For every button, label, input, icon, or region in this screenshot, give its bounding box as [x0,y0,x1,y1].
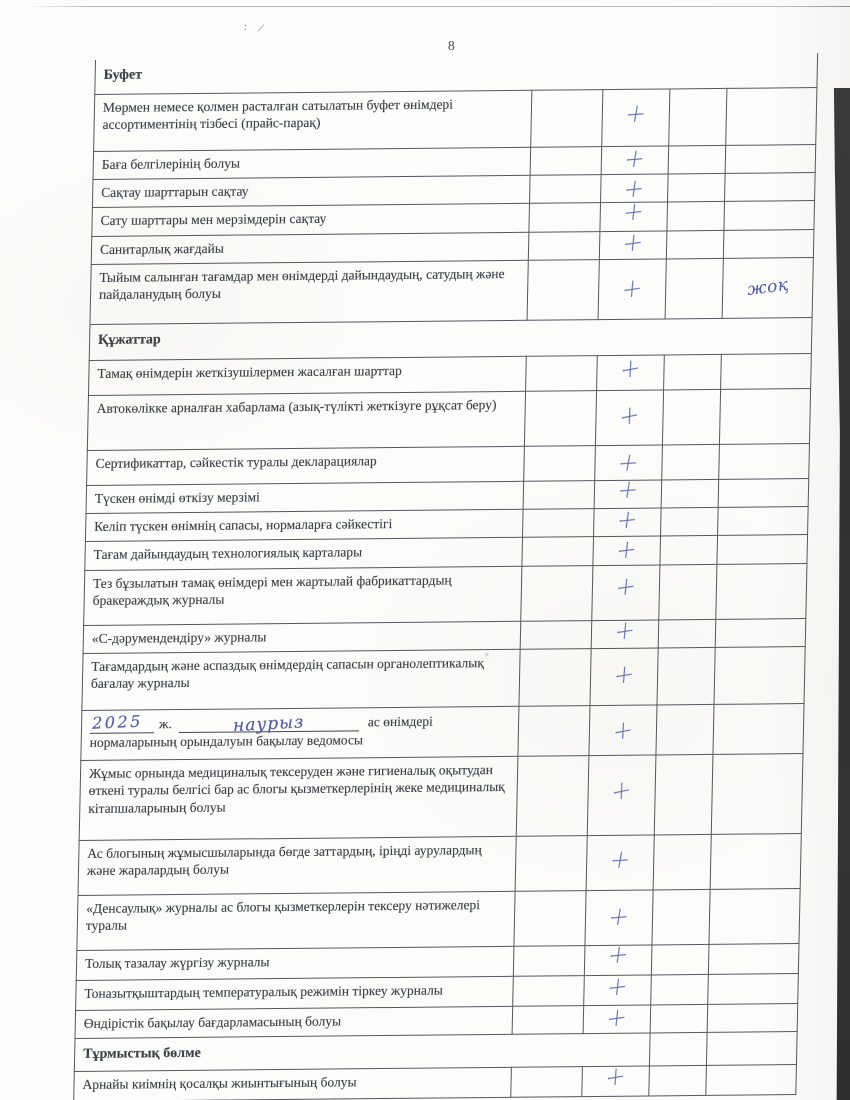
item-label-cell [92,203,530,236]
empty-cell [651,974,709,1005]
plus-mark [608,906,629,927]
fill-in-month-line [179,711,359,736]
mark-cell [593,535,661,565]
mark-cell [601,145,669,174]
item-label: Сертификаттар, сәйкестік туралы декларациялар [95,452,377,471]
plus-mark [617,509,638,530]
checklist-table-wrap [73,53,817,1100]
empty-cell [522,536,594,566]
item-label: Арнайы киімнің қосалқы жиынтығының болуы [82,1073,357,1092]
item-label-cell [84,566,522,625]
item-label: ас өнімдері нормаларының орындалуын бақылау ведомосы [89,713,434,750]
pencil-marks: : ∕ [243,20,268,36]
mark-cell [589,704,657,755]
empty-cell [664,354,722,390]
item-label-cell [93,147,531,179]
plus-mark [614,664,634,685]
item-label: Толық тазалау жүргізу журналы [84,953,270,971]
stray-x-mark: × [484,650,490,661]
empty-cell [518,705,590,756]
mark-cell [586,834,654,890]
item-label-cell [83,621,521,653]
item-label: Келіп түскен өнімнің сапасы, нормаларға сәйкестігі [94,515,393,534]
empty-cell [523,508,595,537]
section-title: Буфет [103,67,143,83]
empty-cell [662,444,720,480]
empty-cell [528,231,600,260]
item-label-cell [75,1006,513,1038]
note-cell [709,888,800,944]
empty-cell [662,389,720,445]
note-cell [715,618,806,647]
item-label-cell [87,391,525,450]
plus-mark [616,577,636,597]
plus-mark [611,780,632,802]
item-label: Тыйым салынған тағамдар мен өнімдерді дайындаудың, сатудың және пайдаланудың болуы [98,265,505,302]
item-label-cell [78,836,516,895]
table-row [90,257,813,324]
plus-mark [616,540,637,560]
empty-cell [656,704,714,755]
note-cell [717,534,808,564]
note-cell [716,563,807,619]
section-title: Тұрмыстық бөлме [83,1045,201,1062]
note-cell [707,1003,798,1032]
empty-cell [526,355,598,391]
plus-mark [622,278,642,299]
item-label: Тамақ өнімдерін жеткізушілермен жасалған шарттар [97,362,403,381]
table-row [78,833,801,895]
plus-mark [609,849,631,870]
empty-cell [521,565,593,621]
item-label-cell [79,756,518,840]
scan-dark-edge [827,88,850,1100]
mark-cell [582,1065,650,1096]
empty-cell [514,890,586,946]
item-label-cell [77,891,515,950]
mark-cell [584,974,652,1005]
item-label: Баға белгілерінің болуы [101,155,241,172]
empty-cell [668,145,726,174]
note-cell [713,703,804,754]
mark-cell [594,479,662,508]
empty-cell [661,507,719,536]
plus-mark [623,202,644,222]
table-row [87,388,810,450]
empty-cell [527,259,599,320]
item-label: Санитарлық жағдайы [99,240,225,257]
plus-mark [624,148,645,169]
item-label: Жұмыс орнында медициналық тексеруден және гигиеналық оқытудан өткені туралы белгісі бар ас блогы қызметкерлерінің жеке медициналық кітапшаларының болуы [88,761,505,816]
plus-mark [625,103,647,124]
item-label-cell [94,90,532,151]
section-title-cell [74,1032,650,1071]
empty-cell [668,173,726,202]
note-cell [726,87,817,145]
empty-cell [512,1005,584,1034]
mark-cell [601,173,669,202]
mark-cell [585,889,653,945]
plus-mark [607,976,628,996]
note-cell [719,443,810,479]
empty-cell [661,479,719,508]
item-label: Тез бұзылатын тамақ өнімдері мен жартылай фабрикаттардың бракераждық журналы [92,571,452,608]
empty-cell [669,88,727,146]
plus-mark [608,944,629,964]
empty-cell [657,647,715,705]
item-label-cell [76,976,514,1010]
note-cell [718,506,809,535]
empty-cell [529,202,601,232]
checklist-table [73,53,818,1100]
plus-mark [617,479,638,499]
empty-cell [652,889,710,945]
note-cell [711,753,803,834]
empty-cell [530,146,602,175]
empty-cell [653,834,711,890]
mark-cell [595,389,663,445]
mark-cell [595,444,663,480]
item-label: Сату шарттары мен мерзімдерін сақтау [100,210,327,228]
empty-cell [524,390,596,446]
mark-cell [602,88,670,146]
note-cell [714,646,805,704]
mark-cell [590,647,658,705]
note-cell [721,353,812,389]
fill-in-month: наурыз [232,711,305,736]
mark-cell [583,1004,651,1033]
item-label-cell [88,356,526,395]
plus-mark [619,405,640,427]
empty-cell [706,1031,797,1065]
item-label-cell [92,175,530,207]
mark-cell [584,944,652,975]
table-row [74,1064,797,1100]
empty-cell [660,535,718,565]
item-label-cell [85,537,523,570]
note-cell [706,1064,797,1095]
note-cell [718,478,809,507]
plus-mark [607,1007,627,1027]
fill-in-year-line [90,711,154,734]
note-cell [725,144,816,173]
item-label-cell [74,1067,512,1100]
table-row [79,753,803,840]
empty-cell [658,619,716,648]
empty-cell [516,755,589,836]
empty-cell [520,620,592,649]
item-label-cell [86,481,524,513]
mark-cell [598,258,666,319]
plus-mark [624,178,645,199]
item-label: Өндірістік бақылау бағдарламасының болуы [83,1012,342,1031]
item-label: Тағам дайындаудың технологиялық карталары [93,543,363,562]
mark-cell [594,507,662,536]
item-label-cell [85,509,523,541]
table-row [94,87,817,151]
plus-mark [613,720,634,741]
item-label-cell [82,649,520,710]
note-cell [708,973,799,1004]
item-label-cell [91,232,529,264]
empty-cell [519,648,591,706]
empty-cell [515,835,587,891]
empty-cell [659,564,717,620]
mark-cell [597,354,665,390]
item-label: Тағамдардың және аспаздық өнімдердің сапасын органолептикалық бағалау журналы [90,654,485,691]
item-label-cell [90,260,528,324]
item-label: Сақтау шарттарын сақтау [101,183,249,200]
note-cell [723,229,814,258]
empty-cell [511,1066,583,1097]
table-row [81,703,804,760]
plus-mark [615,620,635,641]
empty-cell [524,445,596,481]
item-label-cell [87,446,525,485]
item-label: Түскен өнімді өткізу мерзімі [94,488,261,506]
empty-cell [523,480,595,509]
scan-top-edge-line [28,6,850,7]
table-row [84,563,807,625]
empty-cell [649,1032,707,1066]
empty-cell [654,754,713,835]
empty-cell [665,258,723,319]
plus-mark [617,452,639,473]
table-row [82,646,805,710]
page-number: 8 [448,38,455,53]
mark-cell [587,754,656,835]
table-row [77,888,800,950]
note-cell [719,388,810,444]
plus-mark [620,358,641,379]
item-label: «Денсаулық» журналы ас блогы қызметкерлерін тексеру нәтижелері туралы [85,896,481,933]
note-cell [708,943,799,974]
empty-cell [513,975,585,1006]
fill-in-year-label: ж. [158,715,172,731]
plus-mark [623,232,643,252]
note-cell [725,172,816,201]
note-cell [722,257,813,318]
empty-cell [667,201,725,231]
empty-cell [530,174,602,203]
mark-cell [592,564,660,620]
item-label: Ас блогының жұмысшыларында бөгде заттардың, іріңді аурулардың және жаралардың болуы [86,841,482,878]
item-label: «С-дәрумендендіру» журналы [91,628,267,646]
item-label: Мөрмен немесе қолмен расталған сатылатын буфет өнімдері ассортиментінің тізбесі (прайс-парақ) [102,96,454,132]
item-label: Тоназытқыштардың температуралық режимін тіркеу журналы [84,981,444,1001]
empty-cell [531,89,603,147]
empty-cell [650,1004,708,1033]
mark-cell [591,619,659,648]
mark-cell [599,230,667,259]
plus-mark [605,1066,625,1087]
empty-cell [666,230,724,259]
handwritten-note: жоқ [746,274,790,301]
item-label: Автокөлікке арналған хабарлама (азық-түлікті жеткізуге рұқсат беру) [96,396,497,416]
item-label-cell [81,706,519,760]
note-cell [724,200,815,230]
item-label-cell [76,946,514,980]
empty-cell [651,944,709,975]
empty-cell [649,1065,707,1096]
note-cell [710,833,801,889]
section-title: Құжаттар [97,331,161,348]
mark-cell [600,201,668,231]
fill-in-year: 2025 [91,711,143,733]
empty-cell [513,945,585,976]
